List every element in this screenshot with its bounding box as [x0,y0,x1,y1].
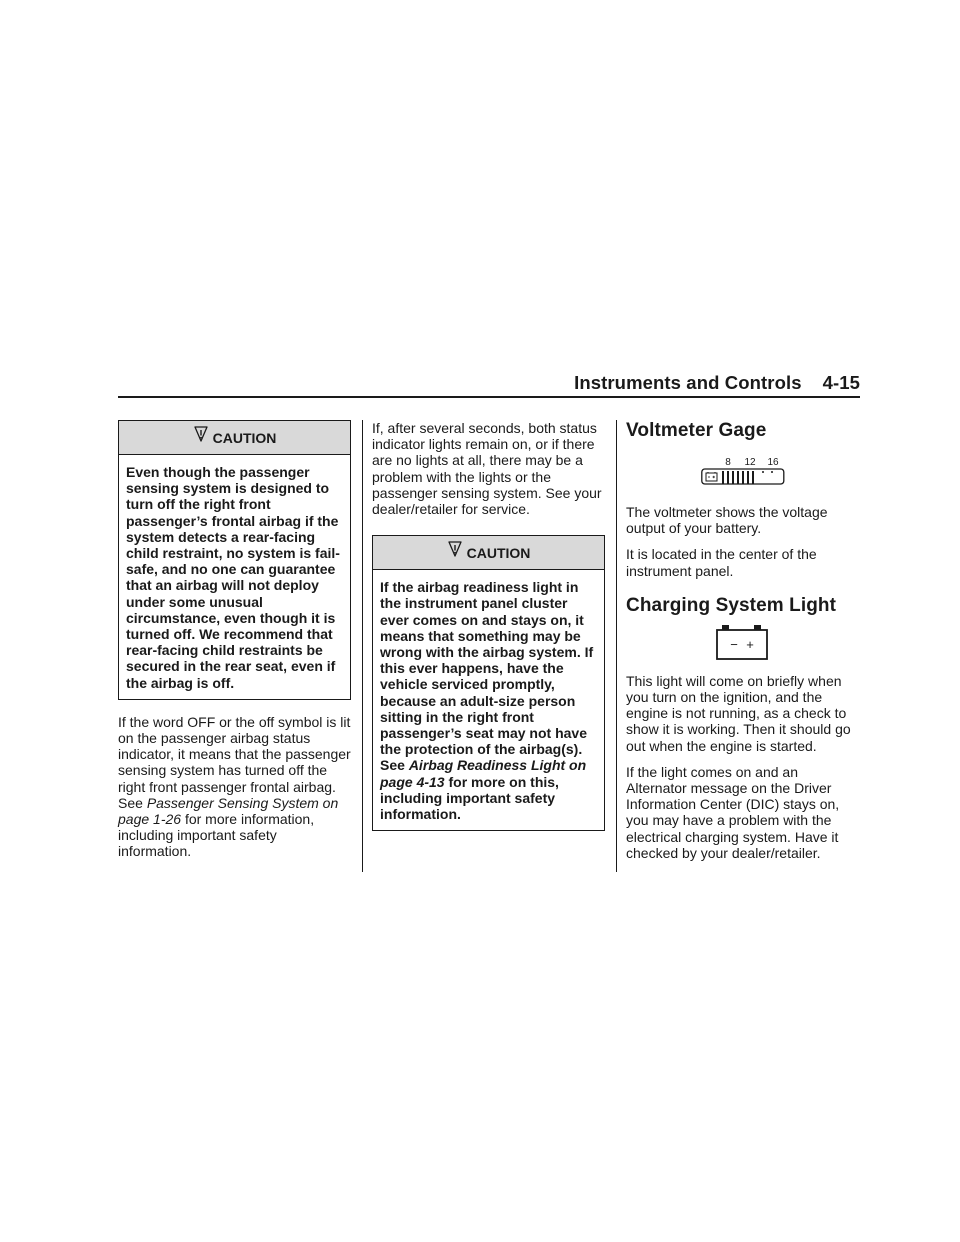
caution-box [118,420,351,700]
caution-text [373,570,604,830]
cross-reference-link[interactable]: Airbag Readiness Light on page 4-13 [380,757,587,790]
column-divider [616,420,617,872]
battery-icon [716,625,768,661]
caution-box [372,535,605,831]
caution-text [119,455,350,699]
caution-icon [193,426,209,442]
column-2 [372,420,605,845]
column-1 [118,420,351,870]
battery-plus: + [746,636,754,652]
section-title: Instruments and Controls [574,372,802,393]
body-paragraph: The voltmeter shows the voltage output of your battery. [626,504,828,537]
caution-label: CAUTION [212,429,277,446]
caution-paragraph-text: for more on this, including important safety information. [380,773,559,823]
caution-header [373,536,604,570]
caution-paragraph: Even though the passenger sensing system is designed to turn off the right front passenger’s frontal airbag if the system detects a rear-facing child restraint, no system is fail-safe, and no one can guarantee that an airbag will not deploy under some unusual circumstance, even though it is turned off. We recommend that rear-facing child restraints be secured in the rear seat, even if the airbag is off. [126,464,340,691]
caution-header [119,421,350,455]
paragraph-text: for more information, including important safety information. [118,811,315,860]
body-paragraph: If, after several seconds, both status indicator lights remain on, or if there are no lights at all, there may be a problem with the lights or the passenger sensing system. See your dealer/retailer for service. [372,420,602,518]
body-paragraph: It is located in the center of the instrument panel. [626,546,817,579]
column-divider [362,420,363,872]
column-3 [626,420,860,871]
voltmeter-heading: Voltmeter Gage [626,420,767,441]
cross-reference-link[interactable]: Passenger Sensing System on page 1-26 [118,794,339,828]
charging-heading: Charging System Light [626,594,837,616]
caution-paragraph [380,579,598,822]
header-title [574,372,860,394]
body-paragraph [118,714,351,860]
body-paragraph: If the light comes on and an Alternator message on the Driver Information Center (DIC) stays on, you may have a problem with the electrical charging system. Have it checked by your dealer/retailer. [626,763,840,861]
battery-minus: − [730,636,738,652]
caution-paragraph-text: If the airbag readiness light in the instrument panel cluster ever comes on and stays on, it means that something may be wrong with the airbag system. If this ever happens, have the vehicle serviced promptly, because an adult-size person sitting in the right front passenger’s seat may not have the protection of the airbag(s). See [380,579,594,774]
page-number: 4-15 [822,372,860,393]
voltmeter-scale-label: 8 [725,457,731,468]
caution-label: CAUTION [466,544,531,561]
voltmeter-scale-label: 16 [767,457,779,468]
voltmeter-icon [701,456,785,492]
caution-icon [447,541,463,557]
page-header [118,370,860,398]
voltmeter-scale-label: 12 [744,457,756,468]
body-paragraph: This light will come on briefly when you turn on the ignition, and the engine is not running, as a check to show it is working. Then it should go out when the engine is started. [626,672,851,754]
paragraph-text: If the word OFF or the off symbol is lit on the passenger airbag status indicator, it means that the passenger sensing system has turned off the right front passenger frontal airbag. See [118,713,351,811]
